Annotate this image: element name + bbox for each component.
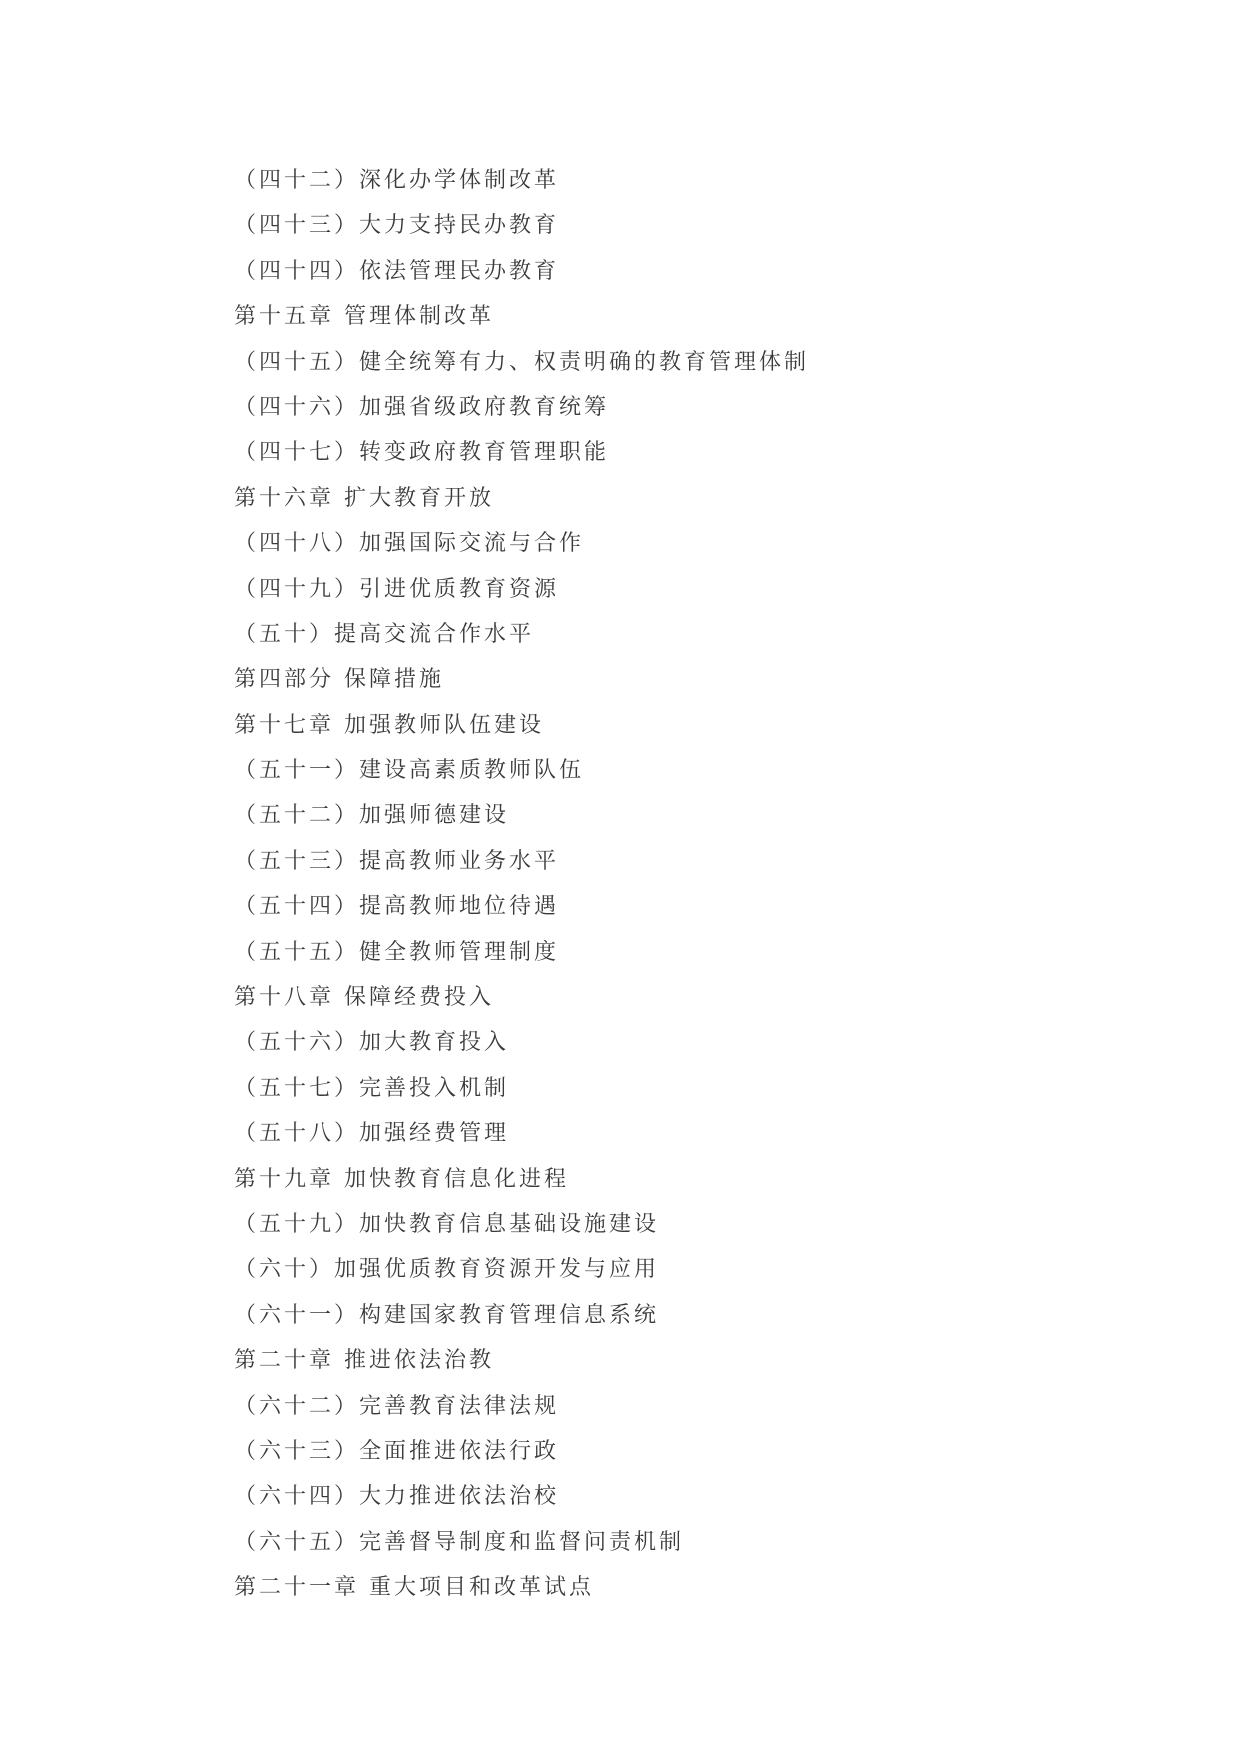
- toc-section-43: （四十三）大力支持民办教育: [234, 213, 560, 239]
- toc-section-64: （六十四）大力推进依法治校: [234, 1484, 560, 1510]
- toc-chapter-15: 第十五章 管理体制改革: [234, 304, 494, 330]
- toc-section-54: （五十四）提高教师地位待遇: [234, 894, 560, 920]
- toc-chapter-16: 第十六章 扩大教育开放: [234, 485, 494, 511]
- toc-section-44: （四十四）依法管理民办教育: [234, 258, 560, 284]
- toc-section-51: （五十一）建设高素质教师队伍: [234, 758, 585, 784]
- toc-section-48: （四十八）加强国际交流与合作: [234, 531, 585, 557]
- toc-chapter-17: 第十七章 加强教师队伍建设: [234, 712, 544, 738]
- toc-section-58: （五十八）加强经费管理: [234, 1121, 510, 1147]
- toc-section-45: （四十五）健全统筹有力、权责明确的教育管理体制: [234, 349, 810, 375]
- toc-section-56: （五十六）加大教育投入: [234, 1030, 510, 1056]
- toc-section-57: （五十七）完善投入机制: [234, 1075, 510, 1101]
- toc-section-46: （四十六）加强省级政府教育统筹: [234, 394, 610, 420]
- toc-part-4: 第四部分 保障措施: [234, 667, 444, 693]
- toc-chapter-18: 第十八章 保障经费投入: [234, 985, 494, 1011]
- toc-section-52: （五十二）加强师德建设: [234, 803, 510, 829]
- toc-section-49: （四十九）引进优质教育资源: [234, 576, 560, 602]
- toc-section-47: （四十七）转变政府教育管理职能: [234, 440, 610, 466]
- toc-section-42: （四十二）深化办学体制改革: [234, 168, 560, 193]
- toc-section-61: （六十一）构建国家教育管理信息系统: [234, 1302, 660, 1328]
- toc-section-62: （六十二）完善教育法律法规: [234, 1393, 560, 1419]
- toc-chapter-20: 第二十章 推进依法治教: [234, 1348, 494, 1374]
- toc-section-50: （五十）提高交流合作水平: [234, 621, 535, 647]
- toc-section-65: （六十五）完善督导制度和监督问责机制: [234, 1529, 685, 1555]
- toc-section-60: （六十）加强优质教育资源开发与应用: [234, 1257, 660, 1283]
- toc-chapter-19: 第十九章 加快教育信息化进程: [234, 1166, 569, 1192]
- toc-section-59: （五十九）加快教育信息基础设施建设: [234, 1211, 660, 1237]
- toc-chapter-21: 第二十一章 重大项目和改革试点: [234, 1575, 594, 1601]
- table-of-contents: [234, 158, 809, 1611]
- toc-section-63: （六十三）全面推进依法行政: [234, 1438, 560, 1464]
- toc-section-53: （五十三）提高教师业务水平: [234, 848, 560, 874]
- toc-section-55: （五十五）健全教师管理制度: [234, 939, 560, 965]
